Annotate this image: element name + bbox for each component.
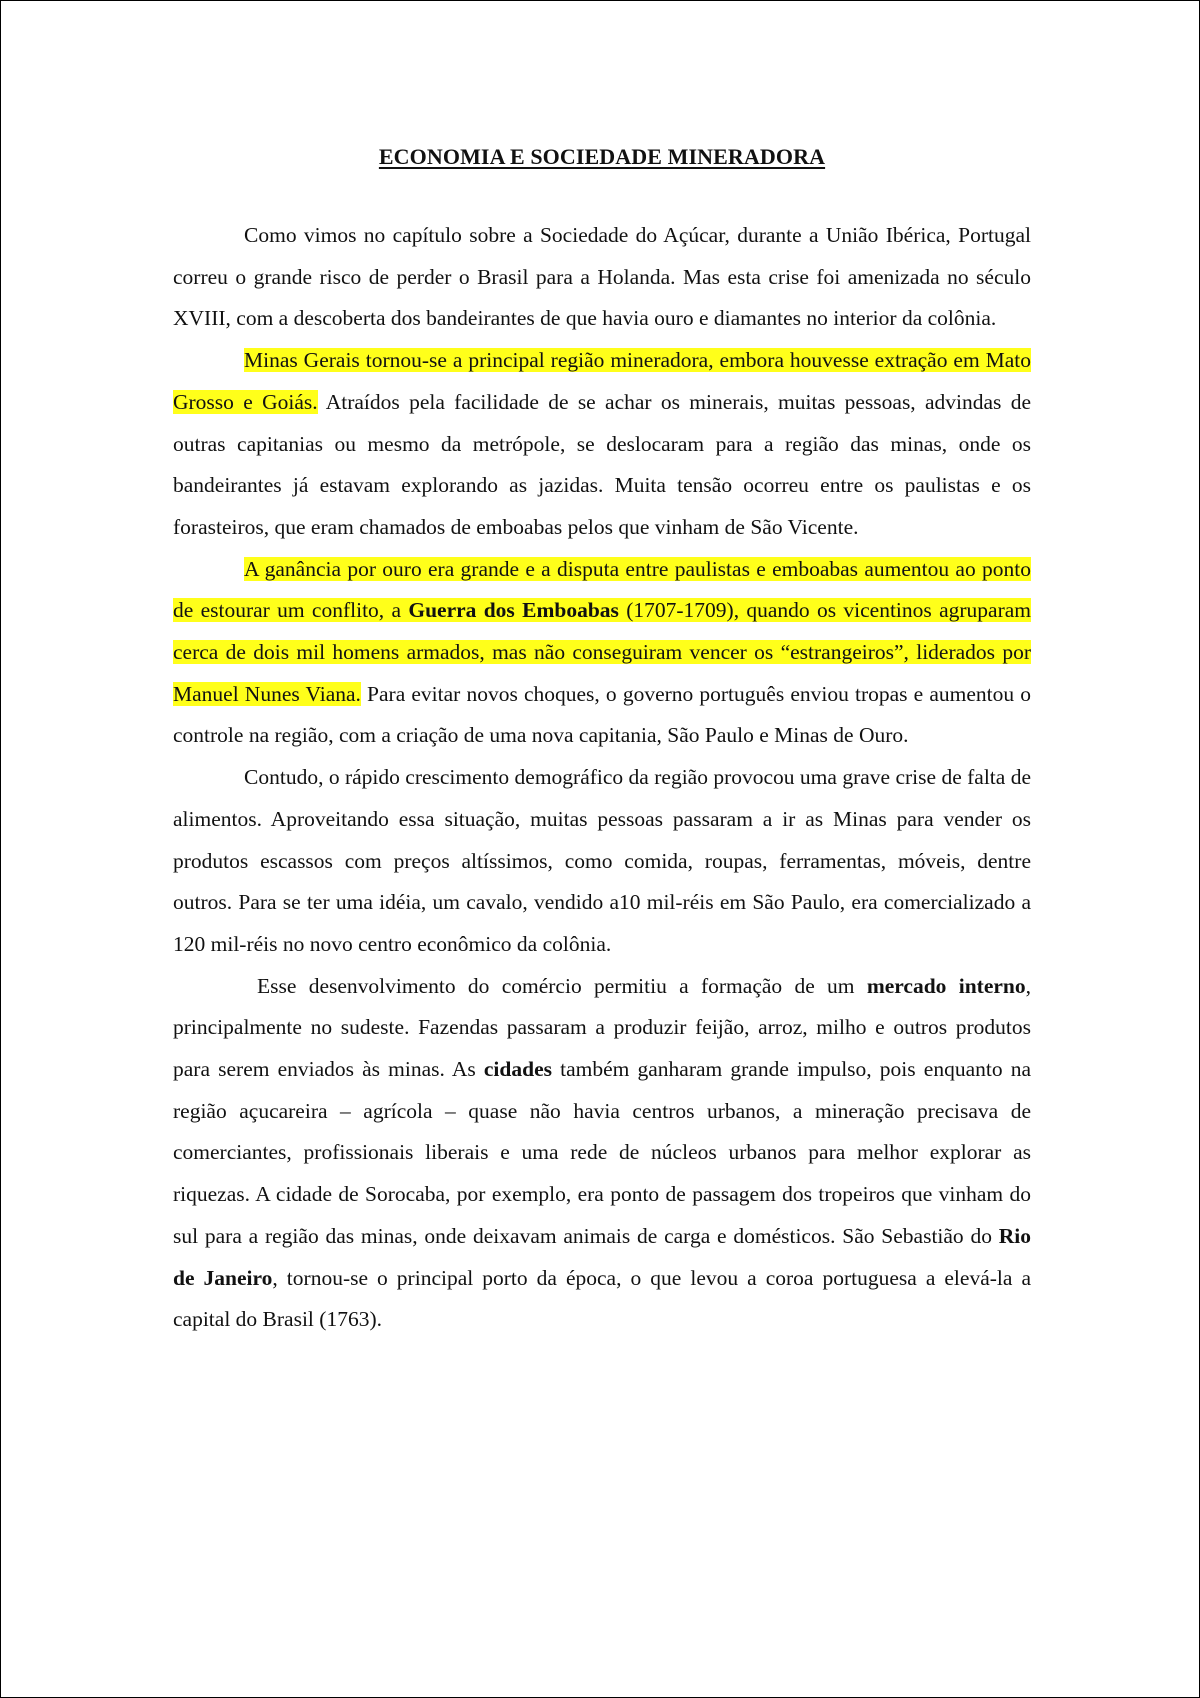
paragraph: [173, 757, 1031, 966]
paragraph: [173, 966, 1031, 1341]
paragraph: [173, 549, 1031, 758]
paragraph: [173, 340, 1031, 549]
document-body: [173, 215, 1031, 1341]
bold-term: mercado interno: [866, 973, 1026, 998]
text-run: também ganharam grande impulso, pois enquanto na região açucareira – agrícola – quase não havia centros urbanos, a mineração precisava de comerciantes, profissionais liberais e uma rede de núcleos urbanos para melhor explorar as riquezas. A cidade de Sorocaba, por exemplo, era ponto de passagem dos tropeiros que vinham do sul para a região das minas, onde deixavam animais de carga e domésticos. São Sebastião do: [173, 1057, 1032, 1248]
text-run: Para evitar novos choques, o governo português enviou tropas e aumentou o controle na região, com a criação de uma nova capitania, São Paulo e Minas de Ouro.: [173, 681, 1031, 748]
text-run: , principalmente no sudeste. Fazendas passaram a produzir feijão, arroz, milho e outros produtos para serem enviados às minas. As: [173, 973, 1031, 1082]
highlighted-text: Minas Gerais tornou-se a principal região mineradora, embora houvesse extração em Mato Grosso e Goiás.: [173, 348, 1031, 414]
page-content: [173, 139, 1031, 1341]
highlighted-bold-term: Guerra dos Emboabas: [408, 598, 619, 623]
highlighted-text: (1707-1709), quando os vicentinos agruparam cerca de dois mil homens armados, mas não conseguiram vencer os “estrangeiros”, liderados por Manuel Nunes Viana.: [173, 598, 1032, 706]
text-run: Atraídos pela facilidade de se achar os minerais, muitas pessoas, advindas de outras capitanias ou mesmo da metrópole, se deslocaram para a região das minas, onde os bandeirantes já estavam explorando as jazidas. Muita tensão ocorreu entre os paulistas e os forasteiros, que eram chamados de emboabas pelos que vinham de São Vicente.: [173, 389, 1032, 539]
text-run: Esse desenvolvimento do comércio permitiu a formação de um: [257, 973, 867, 998]
bold-term: cidades: [483, 1057, 552, 1082]
highlighted-text: A ganância por ouro era grande e a disputa entre paulistas e emboabas aumentou ao ponto de estourar um conflito, a: [173, 556, 1031, 623]
text-run: Contudo, o rápido crescimento demográfico da região provocou uma grave crise de falta de alimentos. Aproveitando essa situação, muitas pessoas passaram a ir as Minas para vender os produtos escassos com preços altíssimos, como comida, roupas, ferramentas, móveis, dentre outros. Para se ter uma idéia, um cavalo, vendido a10 mil-réis em São Paulo, era comercializado a 120 mil-réis no novo centro econômico da colônia.: [173, 765, 1031, 956]
text-run: , tornou-se o principal porto da época, o que levou a coroa portuguesa a elevá-la a capital do Brasil (1763).: [173, 1265, 1031, 1332]
text-run: Como vimos no capítulo sobre a Sociedade do Açúcar, durante a União Ibérica, Portugal correu o grande risco de perder o Brasil para a Holanda. Mas esta crise foi amenizada no século XVIII, com a descoberta dos bandeirantes de que havia ouro e diamantes no interior da colônia.: [173, 223, 1031, 331]
paragraph: [173, 215, 1031, 340]
bold-term: Rio de Janeiro: [173, 1223, 1031, 1290]
document-title: ECONOMIA E SOCIEDADE MINERADORA: [378, 144, 826, 169]
